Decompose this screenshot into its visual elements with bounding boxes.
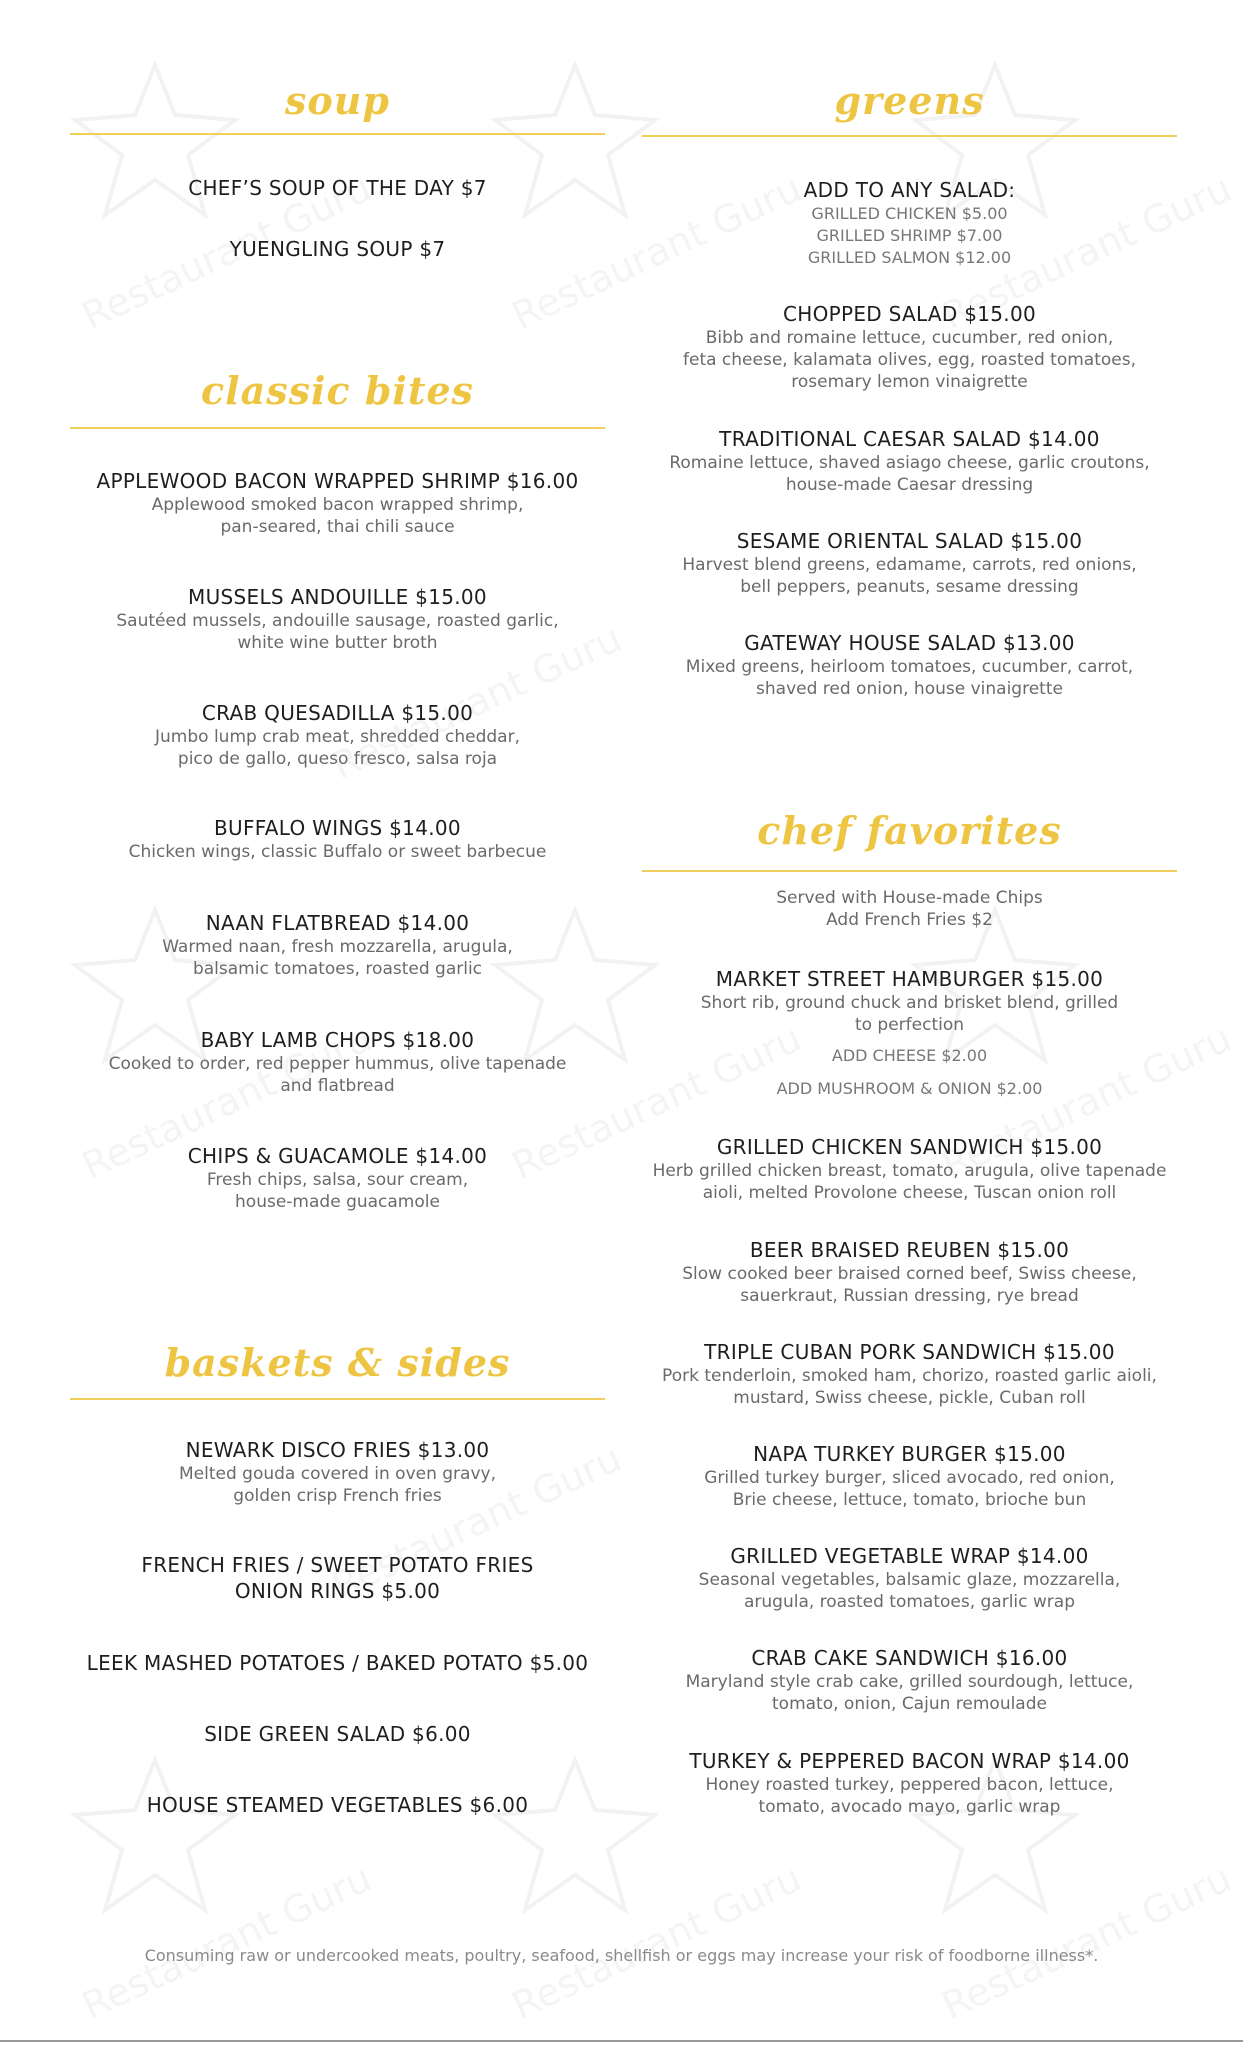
- salad-addons: [642, 177, 1177, 269]
- item-name: FRENCH FRIES / SWEET POTATO FRIES: [141, 1553, 534, 1577]
- watermark-fork-icon: [60, 1750, 250, 1920]
- note-text: Served with House-made Chips: [776, 888, 1043, 908]
- item-description: sauerkraut, Russian dressing, rye bread: [740, 1286, 1079, 1306]
- item-description: Honey roasted turkey, peppered bacon, lettuce,: [705, 1775, 1114, 1795]
- item-description: Sautéed mussels, andouille sausage, roasted garlic,: [116, 611, 559, 631]
- item-description: Slow cooked beer braised corned beef, Swiss cheese,: [682, 1264, 1137, 1284]
- menu-item: [642, 1237, 1177, 1307]
- item-description: Bibb and romaine lettuce, cucumber, red onion,: [705, 328, 1114, 348]
- menu-item: [70, 1027, 605, 1097]
- classic-bites-section-header: [70, 368, 605, 413]
- item-extra: ADD MUSHROOM & ONION $2.00: [776, 1079, 1043, 1098]
- section-divider: [70, 427, 605, 429]
- item-description: pan-seared, thai chili sauce: [220, 517, 455, 537]
- menu-item: [70, 815, 605, 863]
- item-name: LEEK MASHED POTATOES / BAKED POTATO $5.00: [86, 1651, 589, 1675]
- food-safety-disclaimer: Consuming raw or undercooked meats, poultry, seafood, shellfish or eggs may increase your risk of foodborne illness*.: [144, 1946, 1099, 1965]
- menu-item: [70, 1650, 605, 1676]
- menu-item: [70, 175, 605, 201]
- menu-item: [70, 236, 605, 262]
- menu-item: [642, 1441, 1177, 1511]
- item-description: Fresh chips, salsa, sour cream,: [206, 1170, 469, 1190]
- menu-item: [642, 1748, 1177, 1818]
- menu-item: [642, 528, 1177, 598]
- section-divider: [642, 870, 1177, 872]
- addon-line: GRILLED SALMON $12.00: [807, 248, 1012, 267]
- item-name: CRAB CAKE SANDWICH $16.00: [751, 1646, 1068, 1670]
- item-description: Herb grilled chicken breast, tomato, arugula, olive tapenade: [652, 1161, 1167, 1181]
- menu-item: [642, 426, 1177, 496]
- item-description: white wine butter broth: [237, 633, 438, 653]
- item-description: Chicken wings, classic Buffalo or sweet barbecue: [128, 842, 547, 862]
- item-description: arugula, roasted tomatoes, garlic wrap: [743, 1592, 1076, 1612]
- chef-favorites-note: [642, 887, 1177, 931]
- page-bottom-edge: [0, 2040, 1243, 2042]
- menu-item: [642, 301, 1177, 393]
- menu-item: [70, 1437, 605, 1507]
- menu-item: [70, 1552, 605, 1604]
- item-description: pico de gallo, queso fresco, salsa roja: [177, 749, 498, 769]
- item-name: MARKET STREET HAMBURGER $15.00: [715, 967, 1104, 991]
- section-divider: [70, 133, 605, 135]
- item-name: TRADITIONAL CAESAR SALAD $14.00: [719, 427, 1100, 451]
- menu-item: [70, 910, 605, 980]
- item-name: NAAN FLATBREAD $14.00: [205, 911, 470, 935]
- item-description: house-made Caesar dressing: [785, 475, 1034, 495]
- item-description: house-made guacamole: [235, 1192, 440, 1212]
- section-divider: [70, 1398, 605, 1400]
- item-description: tomato, onion, Cajun remoulade: [772, 1694, 1047, 1714]
- item-description: Short rib, ground chuck and brisket blend, grilled: [700, 993, 1119, 1013]
- item-name: MUSSELS ANDOUILLE $15.00: [188, 585, 487, 609]
- item-description: Harvest blend greens, edamame, carrots, red onions,: [682, 555, 1137, 575]
- item-name: APPLEWOOD BACON WRAPPED SHRIMP $16.00: [96, 469, 579, 493]
- section-title-greens: greens: [834, 78, 985, 123]
- menu-item: [70, 1143, 605, 1213]
- item-description: Warmed naan, fresh mozzarella, arugula,: [162, 937, 513, 957]
- item-description: mustard, Swiss cheese, pickle, Cuban roll: [733, 1388, 1086, 1408]
- item-description: balsamic tomatoes, roasted garlic: [192, 959, 483, 979]
- menu-item: [70, 1721, 605, 1747]
- item-description: Seasonal vegetables, balsamic glaze, mozzarella,: [698, 1570, 1121, 1590]
- menu-item: [70, 1792, 605, 1818]
- menu-item: [642, 630, 1177, 700]
- note-text: Add French Fries $2: [826, 910, 993, 930]
- menu-item: [70, 584, 605, 654]
- item-description: rosemary lemon vinaigrette: [791, 372, 1028, 392]
- item-name: BABY LAMB CHOPS $18.00: [200, 1028, 475, 1052]
- item-name: BUFFALO WINGS $14.00: [214, 816, 461, 840]
- item-description: feta cheese, kalamata olives, egg, roasted tomatoes,: [683, 350, 1136, 370]
- section-divider: [642, 135, 1177, 137]
- menu-item: [642, 1645, 1177, 1715]
- item-name: GATEWAY HOUSE SALAD $13.00: [744, 631, 1075, 655]
- section-title-chef-favorites: chef favorites: [757, 808, 1062, 853]
- item-description: shaved red onion, house vinaigrette: [756, 679, 1063, 699]
- chef-favorites-section-header: [642, 808, 1177, 853]
- addon-line: GRILLED SHRIMP $7.00: [816, 226, 1003, 245]
- item-name: BEER BRAISED REUBEN $15.00: [749, 1238, 1070, 1262]
- section-title-baskets-sides: baskets & sides: [164, 1340, 511, 1385]
- item-name: GRILLED VEGETABLE WRAP $14.00: [730, 1544, 1089, 1568]
- menu-item: [70, 468, 605, 538]
- section-title-classic-bites: classic bites: [201, 368, 474, 413]
- item-description: Grilled turkey burger, sliced avocado, red onion,: [704, 1468, 1115, 1488]
- item-description: Maryland style crab cake, grilled sourdough, lettuce,: [685, 1672, 1134, 1692]
- item-description: Romaine lettuce, shaved asiago cheese, garlic croutons,: [669, 453, 1150, 473]
- watermark-text: [505, 1856, 808, 2028]
- watermark-text: [75, 1856, 378, 2028]
- item-name: TRIPLE CUBAN PORK SANDWICH $15.00: [704, 1340, 1115, 1364]
- section-title-soup: soup: [285, 78, 390, 123]
- item-name: CHOPPED SALAD $15.00: [782, 302, 1037, 326]
- menu-item: [642, 966, 1177, 1100]
- item-name: GRILLED CHICKEN SANDWICH $15.00: [716, 1135, 1103, 1159]
- watermark-text: [935, 1856, 1238, 2028]
- greens-section-header: [642, 78, 1177, 123]
- item-description: Pork tenderloin, smoked ham, chorizo, roasted garlic aioli,: [662, 1366, 1157, 1386]
- baskets-sides-section-header: [70, 1340, 605, 1385]
- item-description: Jumbo lump crab meat, shredded cheddar,: [155, 727, 520, 747]
- item-name: ONION RINGS $5.00: [234, 1579, 441, 1603]
- item-description: golden crisp French fries: [233, 1486, 442, 1506]
- item-name: SIDE GREEN SALAD $6.00: [204, 1722, 471, 1746]
- addon-line: GRILLED CHICKEN $5.00: [811, 204, 1008, 223]
- soup-section-header: [70, 78, 605, 123]
- item-name: HOUSE STEAMED VEGETABLES $6.00: [146, 1793, 529, 1817]
- item-description: and flatbread: [280, 1076, 395, 1096]
- item-description: Brie cheese, lettuce, tomato, brioche bun: [732, 1490, 1087, 1510]
- item-description: bell peppers, peanuts, sesame dressing: [740, 577, 1079, 597]
- item-description: tomato, avocado mayo, garlic wrap: [758, 1797, 1061, 1817]
- menu-item: [642, 1134, 1177, 1204]
- item-description: to perfection: [854, 1015, 965, 1035]
- item-name: NEWARK DISCO FRIES $13.00: [185, 1438, 490, 1462]
- menu-item: [70, 700, 605, 770]
- addons-heading: ADD TO ANY SALAD:: [803, 178, 1016, 202]
- item-name: CRAB QUESADILLA $15.00: [201, 701, 474, 725]
- item-name: TURKEY & PEPPERED BACON WRAP $14.00: [689, 1749, 1130, 1773]
- item-name: CHIPS & GUACAMOLE $14.00: [187, 1144, 488, 1168]
- item-description: Mixed greens, heirloom tomatoes, cucumber, carrot,: [685, 657, 1134, 677]
- item-name: CHEF’S SOUP OF THE DAY $7: [188, 176, 487, 200]
- item-description: Applewood smoked bacon wrapped shrimp,: [151, 495, 524, 515]
- menu-item: [642, 1339, 1177, 1409]
- item-name: NAPA TURKEY BURGER $15.00: [753, 1442, 1066, 1466]
- item-name: YUENGLING SOUP $7: [229, 237, 446, 261]
- item-description: aioli, melted Provolone cheese, Tuscan onion roll: [702, 1183, 1117, 1203]
- item-name: SESAME ORIENTAL SALAD $15.00: [736, 529, 1083, 553]
- menu-item: [642, 1543, 1177, 1613]
- item-description: Cooked to order, red pepper hummus, olive tapenade: [108, 1054, 567, 1074]
- item-extra: ADD CHEESE $2.00: [831, 1046, 988, 1065]
- item-description: Melted gouda covered in oven gravy,: [178, 1464, 496, 1484]
